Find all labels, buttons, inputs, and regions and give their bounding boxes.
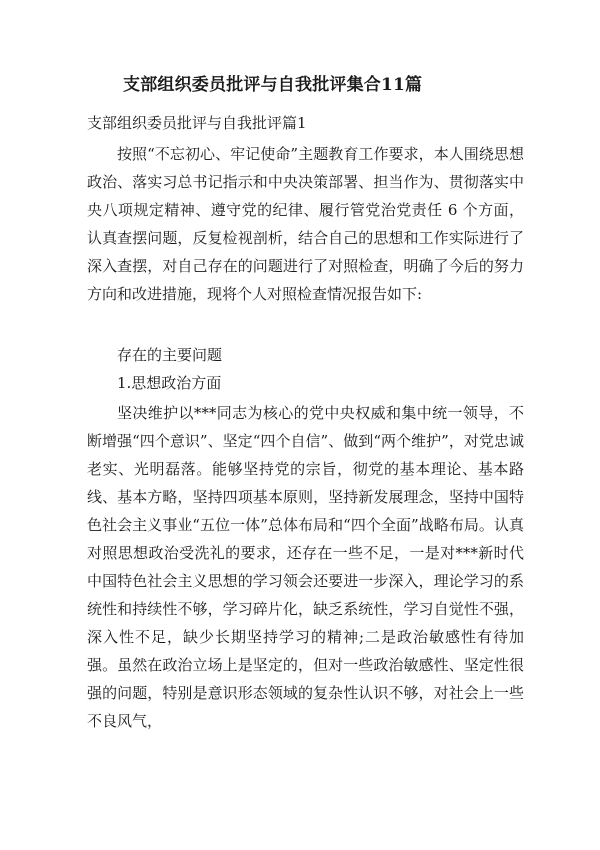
subsection-heading: 1.思想政治方面 bbox=[117, 374, 222, 392]
document-subtitle: 支部组织委员批评与自我批评篇1 bbox=[87, 114, 307, 132]
paragraph-intro: 按照“不忘初心、牢记使命”主题教育工作要求，本人围绕思想政治、落实习总书记指示和中央决策部署、担当作为、贯彻落实中央八项规定精神、遵守党的纪律、履行管党治党责任 6 个方面，认真查摆问题，反复检视剖析，结合自己的思想和工作实际进行了深入查摆，对自己存在的问题进行了对照检查，明确了今后的努力方向和改进措施，现将个人对照检查情况报告如下: bbox=[87, 145, 524, 303]
paragraph-body: 坚决维护以***同志为核心的党中央权威和集中统一领导，不断增强“四个意识”、坚定“四个自信”、做到“两个维护”，对党忠诚老实、光明磊落。能够坚持党的宗旨，彻党的基本理论、基本路线、基本方略，坚持四项基本原则，坚持新发展理念，坚持中国特色社会主义事业“五位一体”总体布局和“四个全面”战略布局。认真对照思想政治受洗礼的要求，还存在一些不足，一是对***新时代中国特色社会主义思想的学习领会还要进一步深入，理论学习的系统性和持续性不够，学习碎片化，缺乏系统性，学习自觉性不强，深入性不足，缺少长期坚持学习的精神;二是政治敏感性有待加强。虽然在政治立场上是坚定的，但对一些政治敏感性、坚定性很强的问题，特别是意识形态领域的复杂性认识不够，对社会上一些不良风气， bbox=[87, 404, 524, 730]
section-heading: 存在的主要问题 bbox=[117, 346, 223, 364]
document-title: 支部组织委员批评与自我批评集合11篇 bbox=[123, 75, 423, 95]
